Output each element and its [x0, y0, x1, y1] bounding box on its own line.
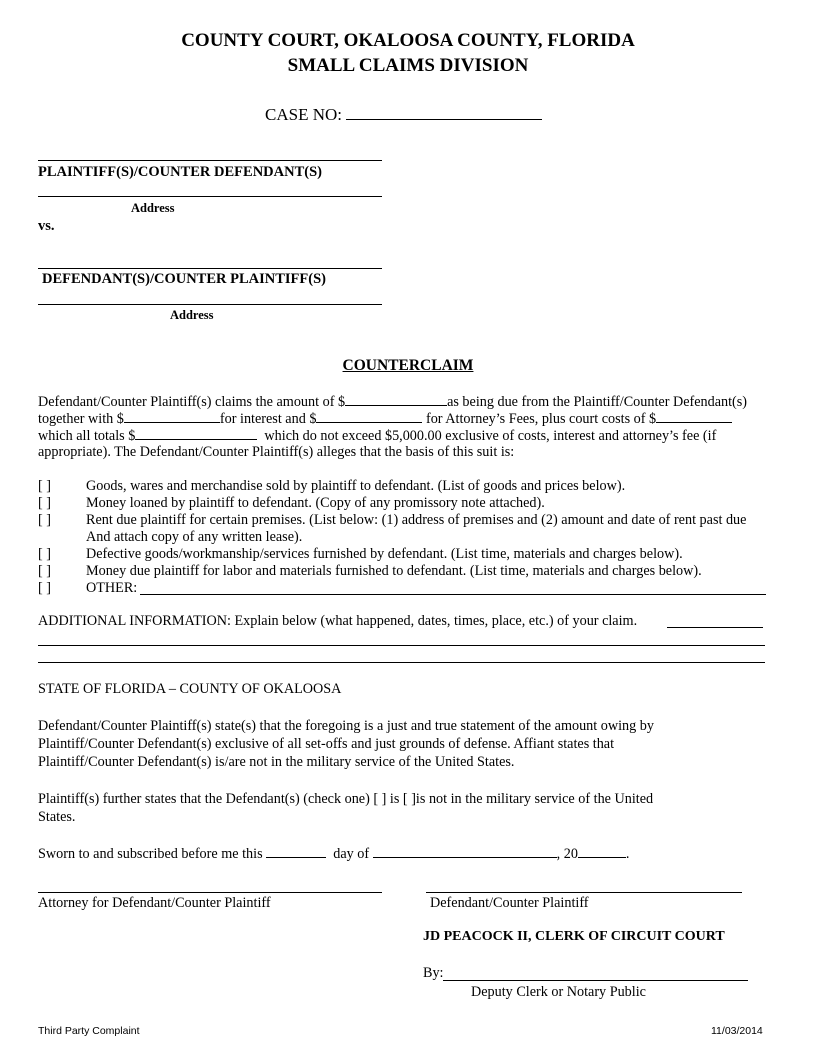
sworn-month-field[interactable] — [373, 845, 557, 858]
additional-info-line-3[interactable] — [38, 662, 765, 663]
clerk-signature-line[interactable] — [443, 980, 748, 981]
option-label: Money due plaintiff for labor and materials furnished to defendant. (List time, materials and charges below). — [86, 563, 702, 579]
option-money-loaned[interactable] — [38, 495, 545, 512]
court-title: COUNTY COURT, OKALOOSA COUNTY, FLORIDA — [181, 30, 635, 51]
case-number — [265, 103, 542, 125]
option-other[interactable] — [38, 580, 137, 597]
footer-form-title: Third Party Complaint — [38, 1025, 140, 1037]
option-goods[interactable] — [38, 478, 625, 495]
footer-date: 11/03/2014 — [711, 1025, 763, 1037]
additional-info-line-2[interactable] — [38, 645, 765, 646]
limit-text: which do not exceed $5,000.00 exclusive of costs, interest and attorney’s fee (if — [264, 428, 717, 444]
plaintiff-label: PLAINTIFF(S)/COUNTER DEFENDANT(S) — [38, 164, 322, 180]
by-label: By: — [423, 965, 444, 981]
plaintiff-name-line[interactable] — [38, 160, 382, 161]
court-costs-text: for Attorney’s Fees, plus court costs of $ — [425, 411, 657, 427]
military-line-1: Plaintiff(s) further states that the Defendant(s) (check one) [ ] is [ ]is not in the military service of the United — [38, 791, 654, 807]
counterclaim-heading: COUNTERCLAIM — [342, 357, 474, 374]
option-label: Goods, wares and merchandise sold by plaintiff to defendant. (List of goods and prices below). — [86, 478, 626, 494]
additional-info-field[interactable] — [667, 627, 763, 628]
period: . — [625, 846, 630, 862]
checkbox[interactable]: [ ] — [38, 478, 51, 494]
defendant-signature-label: Defendant/Counter Plaintiff — [430, 895, 589, 911]
claim-amount-field[interactable] — [345, 393, 447, 406]
attorney-fee-field[interactable] — [316, 410, 422, 423]
option-labor-materials[interactable] — [38, 563, 702, 580]
sworn-text: Sworn to and subscribed before me this — [38, 846, 263, 862]
state-heading: STATE OF FLORIDA – COUNTY OF OKALOOSA — [38, 681, 342, 697]
interest-field[interactable] — [124, 410, 220, 423]
affidavit-line-1: Defendant/Counter Plaintiff(s) state(s) that the foregoing is a just and true statement of the amount owing by — [38, 718, 654, 734]
claim-line-4: appropriate). The Defendant/Counter Plaintiff(s) alleges that the basis of this suit is: — [38, 444, 515, 460]
claim-line-1 — [38, 393, 747, 411]
day-of-text: day of — [333, 846, 370, 862]
defendant-address-line[interactable] — [38, 304, 382, 305]
affidavit-line-3: Plaintiff/Counter Defendant(s) is/are not in the military service of the United States. — [38, 754, 515, 770]
claim-line-3 — [38, 427, 716, 445]
option-label: OTHER: — [86, 580, 138, 596]
option-rent-due-continued — [38, 529, 302, 546]
additional-info-label: ADDITIONAL INFORMATION: Explain below (what happened, dates, times, place, etc.) of your claim. — [38, 613, 638, 629]
option-label: And attach copy of any written lease). — [86, 529, 303, 545]
defendant-address-label: Address — [170, 308, 214, 322]
total-text: which all totals $ — [38, 428, 136, 444]
total-field[interactable] — [135, 427, 257, 440]
option-rent-due[interactable] — [38, 512, 746, 529]
checkbox[interactable]: [ ] — [38, 546, 51, 562]
checkbox[interactable]: [ ] — [38, 495, 51, 511]
interest-text: together with $ — [38, 411, 124, 427]
checkbox[interactable]: [ ] — [38, 563, 51, 579]
plaintiff-address-line[interactable] — [38, 196, 382, 197]
option-label: Defective goods/workmanship/services furnished by defendant. (List time, materials and charges below). — [86, 546, 683, 562]
sworn-day-field[interactable] — [266, 845, 326, 858]
option-label: Rent due plaintiff for certain premises. (List below: (1) address of premises and (2) amount and date of rent past due — [86, 512, 747, 528]
attorney-signature-line[interactable] — [38, 892, 382, 893]
other-field[interactable] — [140, 594, 766, 595]
attorney-fee-text: for interest and $ — [219, 411, 317, 427]
option-defective-goods[interactable] — [38, 546, 683, 563]
case-no-label: CASE NO: — [265, 105, 342, 124]
sworn-year-field[interactable] — [578, 845, 626, 858]
option-label: Money loaned by plaintiff to defendant. (Copy of any promissory note attached). — [86, 495, 545, 511]
claim-line-2 — [38, 410, 732, 428]
division-title: SMALL CLAIMS DIVISION — [287, 55, 529, 76]
deputy-clerk-label: Deputy Clerk or Notary Public — [471, 984, 646, 1000]
affidavit-line-2: Plaintiff/Counter Defendant(s) exclusive of all set-offs and just grounds of defense. Affiant states that — [38, 736, 615, 752]
checkbox[interactable]: [ ] — [38, 512, 51, 528]
counterclaim-heading-wrap — [0, 357, 816, 375]
defendant-label: DEFENDANT(S)/COUNTER PLAINTIFF(S) — [42, 271, 326, 287]
defendant-name-line[interactable] — [38, 268, 382, 269]
versus-label: vs. — [38, 218, 55, 234]
sworn-line — [38, 845, 629, 863]
claim-due-text: as being due from the Plaintiff/Counter Defendant(s) — [447, 394, 748, 410]
year-prefix-text: , 20 — [556, 846, 578, 862]
plaintiff-address-label: Address — [131, 201, 175, 215]
attorney-signature-label: Attorney for Defendant/Counter Plaintiff — [38, 895, 271, 911]
defendant-signature-line[interactable] — [426, 892, 742, 893]
military-line-2: States. — [38, 809, 76, 825]
case-no-field[interactable] — [346, 103, 542, 120]
court-costs-field[interactable] — [656, 410, 732, 423]
checkbox[interactable]: [ ] — [38, 580, 51, 596]
claim-amount-text: Defendant/Counter Plaintiff(s) claims the amount of $ — [38, 394, 346, 410]
clerk-name: JD PEACOCK II, CLERK OF CIRCUIT COURT — [423, 929, 725, 944]
